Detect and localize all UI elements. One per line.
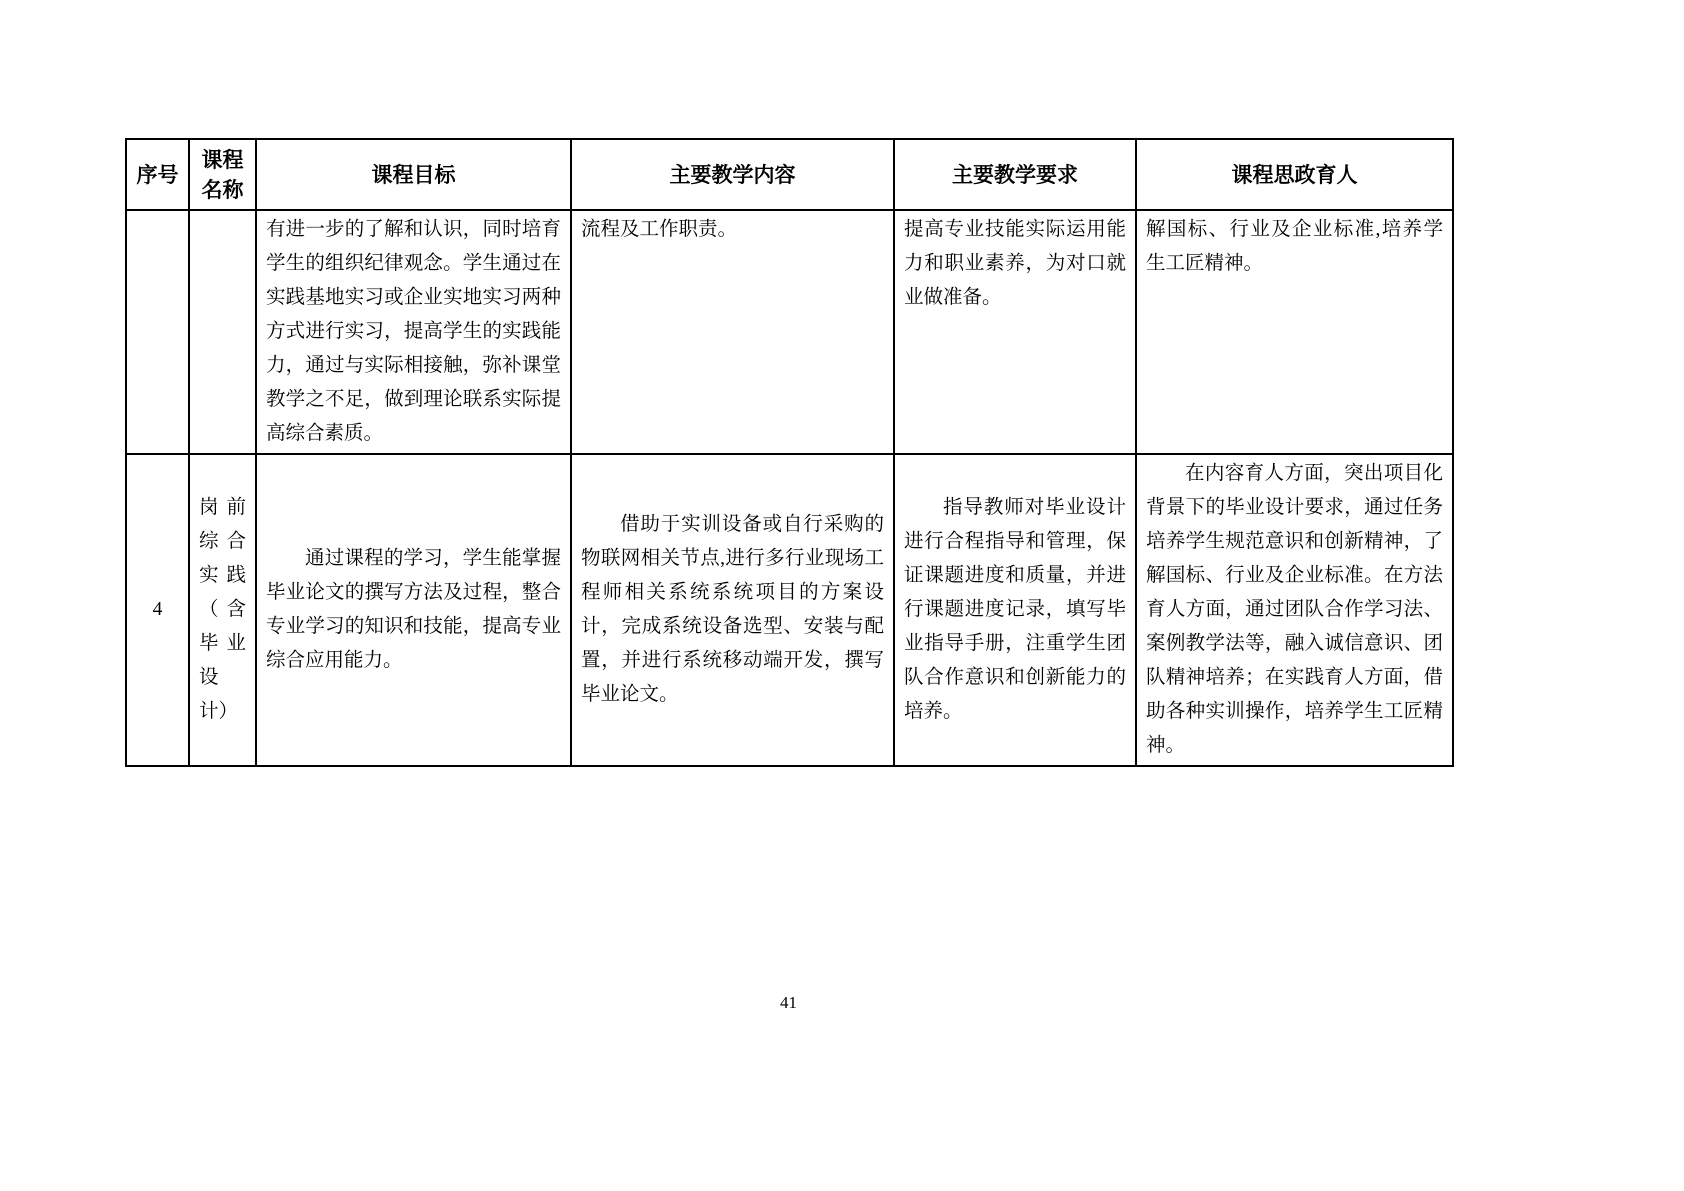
objective-text: 有进一步的了解和认识，同时培育学生的组织纪律观念。学生通过在实践基地实习或企业实地实习两种方式进行实习，提高学生的实践能力，通过与实际相接触，弥补课堂教学之不足，做到理论联系实际提高综合素质。 [266,219,561,444]
cell-requirement [894,210,1136,454]
cell-ideology [1136,454,1453,766]
course-name-line: （ 含 [199,599,246,620]
course-name-line: 实 践 [199,565,246,586]
page-number: 41 [780,993,797,1012]
course-name-line: 综 合 [199,531,246,552]
course-name-line: 计） [199,701,239,722]
objective-text: 通过课程的学习，学生能掌握毕业论文的撰写方法及过程，整合专业学习的知识和技能，提高专业综合应用能力。 [266,548,561,671]
content-text: 借助于实训设备或自行采购的物联网相关节点,进行多行业现场工程师相关系统系统项目的方案设计，完成系统设备选型、安装与配置，并进行系统移动端开发，撰写毕业论文。 [581,514,884,705]
cell-course-name [189,210,256,454]
cell-serial [126,210,189,454]
cell-course-name [189,454,256,766]
course-name-line: 毕 业 [199,633,246,654]
header-content: 主要教学内容 [571,139,894,210]
cell-ideology [1136,210,1453,454]
ideology-text: 解国标、行业及企业标准,培养学生工匠精神。 [1146,219,1443,274]
header-row [126,139,1453,210]
ideology-text: 在内容育人方面，突出项目化背景下的毕业设计要求，通过任务培养学生规范意识和创新精神，了解国标、行业及企业标准。在方法育人方面，通过团队合作学习法、案例教学法等，融入诚信意识、团队精神培养；在实践育人方面，借助各种实训操作，培养学生工匠精神。 [1146,463,1443,756]
cell-content [571,454,894,766]
header-requirement: 主要教学要求 [894,139,1136,210]
cell-objective [256,210,571,454]
cell-serial: 4 [126,454,189,766]
header-objective: 课程目标 [256,139,571,210]
header-course-name-line1: 课程 [201,147,244,172]
table-row-continuation [126,210,1453,454]
course-name-line: 设 [199,667,219,688]
course-name-line: 岗 前 [199,497,246,518]
header-ideology: 课程思政育人 [1136,139,1453,210]
header-course-name-line2: 名称 [201,177,244,202]
cell-requirement [894,454,1136,766]
course-syllabus-table [125,138,1454,767]
requirement-text: 指导教师对毕业设计进行合程指导和管理，保证课题进度和质量，并进行课题进度记录，填写毕业指导手册，注重学生团队合作意识和创新能力的培养。 [904,497,1126,722]
header-serial: 序号 [126,139,189,210]
cell-content [571,210,894,454]
content-text: 流程及工作职责。 [581,219,738,240]
requirement-text: 提高专业技能实际运用能力和职业素养，为对口就业做准备。 [904,219,1126,308]
header-course-name [189,139,256,210]
table-row-4 [126,454,1453,766]
cell-objective [256,454,571,766]
